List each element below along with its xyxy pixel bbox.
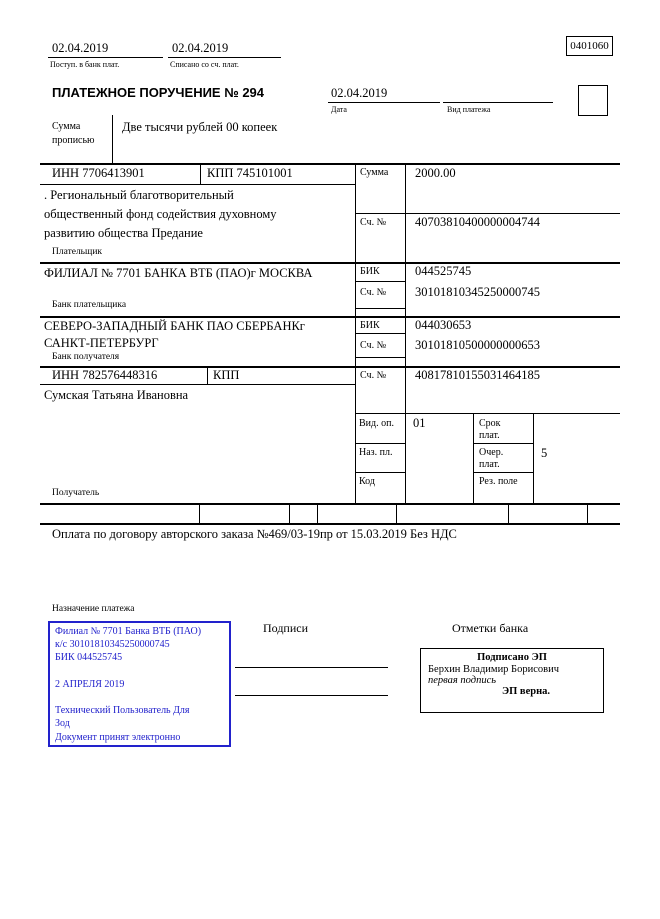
debited-date: 02.04.2019 <box>172 41 229 55</box>
beneficiary-bank-bik-value: 044030653 <box>415 318 472 332</box>
purpose-text: Оплата по договору авторского заказа №469/03-19пр от 15.03.2019 Без НДС <box>52 527 457 541</box>
line <box>473 443 533 444</box>
pay-purpose-label: Наз. пл. <box>359 447 393 458</box>
esign-verified: ЭП верна. <box>501 686 550 697</box>
line <box>443 102 553 103</box>
payer-bank-account-label: Сч. № <box>360 287 387 298</box>
payer-account-label: Сч. № <box>360 217 387 228</box>
amount-words-label-1: Сумма <box>52 121 81 132</box>
esign-name: Берхин Владимир Борисович <box>428 664 559 675</box>
line <box>199 503 200 523</box>
line <box>317 503 318 523</box>
line <box>328 102 440 103</box>
line <box>355 308 405 309</box>
line <box>355 357 405 358</box>
beneficiary-bank-label: Банк получателя <box>52 352 120 362</box>
reserve-label: Рез. поле <box>479 476 518 487</box>
signature-line <box>235 695 388 696</box>
payer-label: Плательщик <box>52 247 103 257</box>
bank-marks-label: Отметки банка <box>452 621 529 635</box>
sum-value: 2000.00 <box>415 166 456 180</box>
document-date: 02.04.2019 <box>331 86 388 100</box>
bank-stamp-box <box>48 621 231 747</box>
code-label: Код <box>359 476 375 487</box>
purpose-label: Назначение платежа <box>52 604 135 614</box>
line <box>40 384 355 385</box>
esign-stamp-box <box>420 648 604 713</box>
payer-bank-label: Банк плательщика <box>52 300 127 310</box>
line <box>40 523 620 525</box>
line <box>355 472 405 473</box>
beneficiary-label: Получатель <box>52 488 100 498</box>
page-title: ПЛАТЕЖНОЕ ПОРУЧЕНИЕ № 294 <box>52 85 265 100</box>
priority-box <box>578 85 608 116</box>
payment-type-label: Вид платежа <box>447 105 491 114</box>
line <box>473 472 533 473</box>
line <box>48 57 163 58</box>
line <box>587 503 588 523</box>
beneficiary-bank-name-line: САНКТ-ПЕТЕРБУРГ <box>44 336 159 350</box>
beneficiary-account-label: Сч. № <box>360 370 387 381</box>
stamp-line: Филиал № 7701 Банка ВТБ (ПАО) <box>55 626 202 637</box>
sum-label: Сумма <box>360 167 389 178</box>
payer-name-line: общественный фонд содействия духовному <box>44 207 277 221</box>
line <box>168 57 281 58</box>
line <box>40 163 620 165</box>
form-code-box: 0401060 <box>566 36 613 56</box>
payer-account-value: 40703810400000004744 <box>415 215 540 229</box>
payer-bank-account-value: 30101810345250000745 <box>415 285 540 299</box>
beneficiary-bank-account-value: 30101810500000000653 <box>415 338 540 352</box>
debited-date-label: Списано со сч. плат. <box>170 60 239 69</box>
payer-bank-name: ФИЛИАЛ № 7701 БАНКА ВТБ (ПАО)г МОСКВА <box>44 266 313 280</box>
stamp-line: Технический Пользователь Для <box>55 705 190 717</box>
payer-inn: ИНН 7706413901 <box>52 166 145 180</box>
line <box>533 413 534 503</box>
line <box>289 503 290 523</box>
op-type-label: Вид. оп. <box>359 418 394 429</box>
payer-bank-bik-label: БИК <box>360 266 380 277</box>
order-value: 5 <box>541 446 548 460</box>
stamp-line <box>55 692 224 705</box>
date-label: Дата <box>331 105 347 114</box>
stamp-line: БИК 044525745 <box>55 652 123 664</box>
line <box>40 262 620 264</box>
term-label: Срок плат. <box>479 418 501 441</box>
line <box>207 366 208 384</box>
line <box>396 503 397 523</box>
amount-words-value: Две тысячи рублей 00 копеек <box>122 120 278 134</box>
stamp-line: к/с 30101810345250000745 <box>55 639 170 651</box>
line <box>508 503 509 523</box>
line <box>40 184 355 185</box>
payer-kpp: КПП 745101001 <box>207 166 293 180</box>
esign-subtitle: первая подпись <box>428 675 497 686</box>
payer-bank-bik-value: 044525745 <box>415 264 472 278</box>
line <box>355 213 620 214</box>
signature-line <box>235 667 388 668</box>
stamp-line: Документ принят электронно <box>55 731 181 743</box>
line <box>473 413 474 503</box>
line <box>112 115 113 163</box>
beneficiary-account-value: 40817810155031464185 <box>415 368 540 382</box>
op-type-value: 01 <box>413 416 426 430</box>
beneficiary-name: Сумская Татьяна Ивановна <box>44 388 189 402</box>
beneficiary-bank-account-label: Сч. № <box>360 340 387 351</box>
line <box>40 503 620 505</box>
signatures-label: Подписи <box>263 621 309 635</box>
beneficiary-inn: ИНН 782576448316 <box>52 368 158 382</box>
stamp-line: Зод <box>55 718 70 730</box>
stamp-line <box>55 666 224 679</box>
beneficiary-bank-bik-label: БИК <box>360 320 380 331</box>
order-label: Очер. плат. <box>479 447 504 470</box>
amount-words-label-2: прописью <box>52 135 95 146</box>
payer-name-line: . Региональный благотворительный <box>44 188 234 202</box>
stamp-line: 2 АПРЕЛЯ 2019 <box>55 678 125 690</box>
beneficiary-kpp-label: КПП <box>213 368 240 382</box>
line <box>200 163 201 184</box>
received-date: 02.04.2019 <box>52 41 109 55</box>
payer-name-line: развитию общества Предание <box>44 226 203 240</box>
line <box>40 316 620 318</box>
line <box>405 163 406 503</box>
line <box>355 333 405 334</box>
line <box>355 443 405 444</box>
line <box>355 281 405 282</box>
line <box>355 413 620 414</box>
esign-title: Подписано ЭП <box>477 652 547 663</box>
beneficiary-bank-name-line: СЕВЕРО-ЗАПАДНЫЙ БАНК ПАО СБЕРБАНКг <box>44 319 305 333</box>
received-date-label: Поступ. в банк плат. <box>50 60 120 69</box>
